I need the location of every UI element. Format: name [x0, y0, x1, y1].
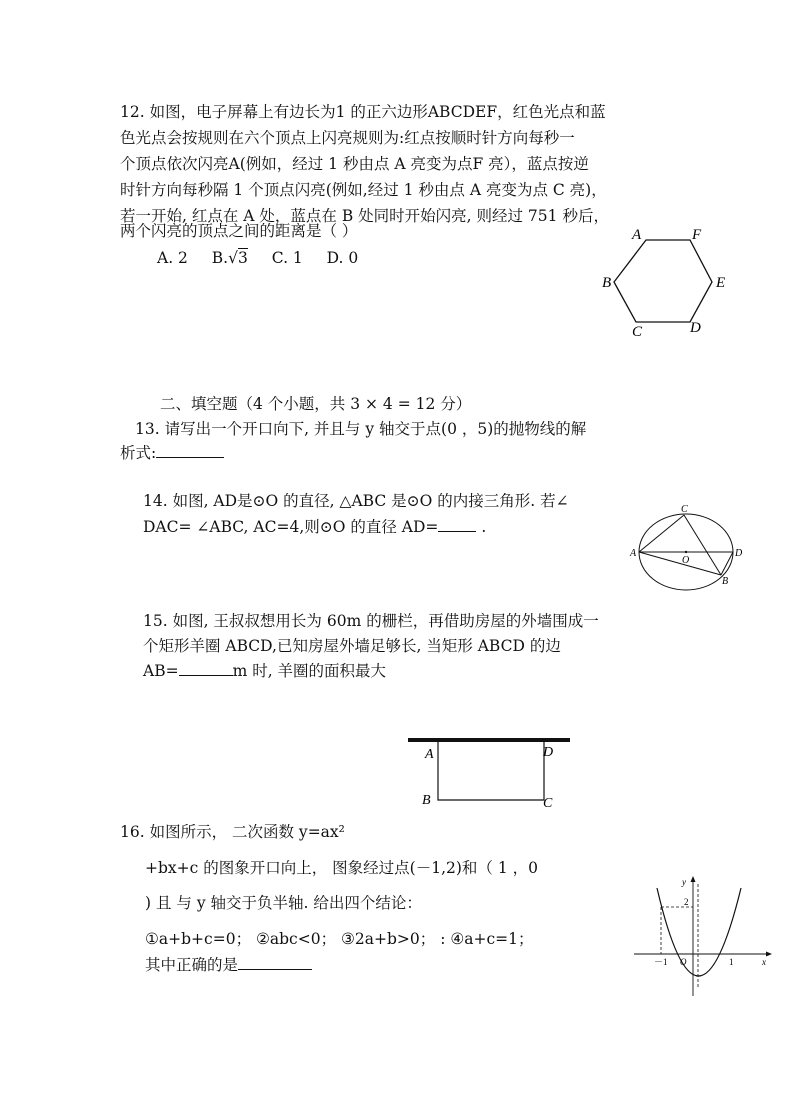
circle-label-d: D	[735, 548, 743, 559]
q14-line-2: DAC= ∠ABC, AC=4,则⊙O 的直径 AD= .	[143, 518, 487, 536]
hex-label-d: D	[690, 320, 701, 336]
q16-line-5: 其中正确的是	[145, 955, 312, 975]
q13-line-1: 13. 请写出一个开口向下, 并且与 y 轴交于点(0 ，5)的抛物线的解	[135, 420, 587, 438]
q12-line-6: 两个闪亮的顶点之间的距离是（ ）	[120, 222, 358, 240]
sqrt-icon: √	[228, 249, 239, 267]
q12-line-1: 12. 如图，电子屏幕上有边长为1 的正六边形ABCDEF，红色光点和蓝	[120, 103, 606, 121]
q12-option-d: D. 0	[326, 249, 359, 267]
pen-label-d: D	[543, 745, 554, 760]
hex-label-c: C	[632, 324, 643, 340]
y-axis-arrow-icon	[691, 876, 696, 882]
chord-ac	[639, 515, 684, 552]
pen-label-a: A	[425, 747, 434, 762]
x-axis-arrow-icon	[766, 952, 772, 957]
circle-label-o: O	[682, 555, 690, 566]
graph-label-y: y	[682, 877, 686, 887]
q12-line-2: 色光点会按规则在六个顶点上闪亮规则为:红点按顺时针方向每秒一	[120, 129, 575, 147]
pen-figure	[400, 730, 580, 812]
circle-label-b: B	[722, 576, 729, 587]
q15-line-2: 个矩形羊圈 ABCD,已知房屋外墙足够长, 当矩形 ABCD 的边	[143, 637, 561, 655]
graph-label-neg1: －1	[654, 957, 668, 967]
q13-line-2: 析式:	[120, 443, 224, 463]
q12-line-4: 时针方向每秒隔 1 个顶点闪亮(例如,经过 1 秒由点 A 亮变为点 C 亮)，	[120, 181, 607, 199]
fence-rectangle	[438, 740, 544, 800]
q15-line-1: 15. 如图, 王叔叔想用长为 60m 的栅栏，再借助房屋的外墙围成一	[143, 612, 599, 630]
pen-label-b: B	[422, 793, 431, 808]
q13-answer-blank	[156, 443, 224, 458]
q12-option-a: A. 2	[157, 249, 188, 267]
section-2-heading: 二、填空题（4 个小题，共 3 × 4 = 12 分）	[160, 395, 472, 413]
q16-line-3: ) 且 与 y 轴交于负半轴. 给出四个结论：	[145, 894, 422, 912]
q16-line-4: ①a+b+c=0； ②abc<0； ③2a+b>0； : ④a+c=1；	[145, 930, 534, 948]
q12-option-c: C. 1	[271, 249, 303, 267]
q15-line-3: AB= m 时, 羊圈的面积最大	[143, 662, 387, 680]
q16-line-2: +bx+c 的图象开口向上， 图象经过点(－1,2)和（ 1 ，0	[145, 859, 538, 877]
q15-answer-blank	[179, 661, 233, 676]
q12-option-b: B.√3	[211, 249, 248, 267]
q14-answer-blank	[438, 517, 476, 532]
pen-label-c: C	[543, 796, 553, 811]
graph-label-o: O	[680, 957, 687, 967]
hexagon-shape	[614, 240, 712, 322]
q16-line-1: 16. 如图所示， 二次函数 y=ax²	[120, 823, 345, 841]
hex-label-e: E	[716, 275, 726, 291]
graph-label-x: x	[762, 957, 766, 967]
hex-label-f: F	[692, 227, 702, 243]
center-point	[685, 551, 687, 553]
circle-label-a: A	[630, 548, 637, 559]
hex-label-b: B	[602, 275, 612, 291]
circle-label-c: C	[681, 504, 688, 515]
graph-label-one: 1	[729, 957, 734, 967]
q14-line-1: 14. 如图, AD是⊙O 的直径, △ABC 是⊙O 的内接三角形. 若∠	[143, 492, 569, 510]
hexagon-figure	[596, 224, 746, 344]
q12-line-3: 个顶点依次闪亮A(例如，经过 1 秒由点 A 亮变为点F 亮），蓝点按逆	[120, 155, 589, 173]
circle-figure	[626, 500, 750, 592]
parabola-figure	[632, 872, 778, 1002]
graph-label-two: 2	[684, 897, 689, 907]
q12-options	[157, 248, 358, 268]
hex-label-a: A	[632, 227, 642, 243]
q12-line-5: 若一开始, 红点在 A 处，蓝点在 B 处同时开始闪亮, 则经过 751 秒后，	[120, 207, 609, 225]
q16-answer-blank	[238, 955, 312, 970]
